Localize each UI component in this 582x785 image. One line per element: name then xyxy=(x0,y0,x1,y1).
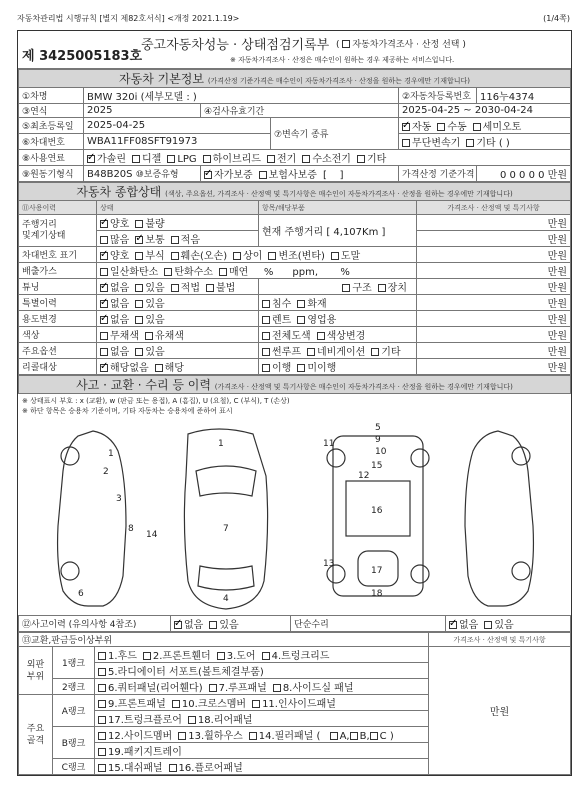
simple-yes-checkbox[interactable] xyxy=(484,621,492,629)
plate-rust-checkbox[interactable] xyxy=(135,252,143,260)
car-top-outline xyxy=(184,429,267,609)
valid-label: ④검사유효기간 xyxy=(201,104,399,118)
trans-semi-checkbox[interactable] xyxy=(473,123,481,131)
odo-value: 현재 주행거리 [ 4,107Km ] xyxy=(259,215,417,247)
tune-yes-checkbox[interactable] xyxy=(135,284,143,292)
part-num-8: 8 xyxy=(128,524,134,534)
part-num-14: 14 xyxy=(146,530,158,540)
valid-value: 2025-04-25 ~ 2030-04-24 xyxy=(399,104,571,118)
gas-opts: 일산화탄소 탄화수소 매연 % ppm, % xyxy=(97,263,417,279)
plate-painted-checkbox[interactable] xyxy=(331,252,339,260)
col-state: 상태 xyxy=(97,201,259,215)
year-label: ③연식 xyxy=(19,104,84,118)
recall-done-checkbox[interactable] xyxy=(262,364,270,372)
exchange-table xyxy=(18,632,571,775)
simple-none-checkbox[interactable] xyxy=(449,621,457,629)
tune-opts: ✓ 없음 있음 적법 불법 xyxy=(97,279,259,295)
accident-summary-table xyxy=(18,615,571,632)
tune-legal-checkbox[interactable] xyxy=(171,284,179,292)
special-yes-checkbox[interactable] xyxy=(135,300,143,308)
odo-price-2: 만원 xyxy=(417,231,571,247)
rank1-label: 1랭크 xyxy=(53,647,95,679)
plate-price: 만원 xyxy=(417,247,571,263)
part-num-16: 16 xyxy=(371,506,383,516)
pillar-a-checkbox[interactable] xyxy=(330,732,338,740)
price-basis-label: 가격산정 기준가격 xyxy=(399,166,477,182)
part-num-10: 10 xyxy=(375,447,387,457)
part-num-18: 18 xyxy=(371,589,383,599)
fuel-gasoline-checkbox[interactable] xyxy=(87,155,95,163)
gas-hc-checkbox[interactable] xyxy=(164,268,172,276)
usage-none-checkbox[interactable] xyxy=(100,316,108,324)
right-front-wheel-icon xyxy=(512,447,530,465)
color-opts-2: 전체도색 색상변경 xyxy=(259,327,417,343)
part-num-12: 12 xyxy=(358,471,370,481)
left-front-wheel-icon xyxy=(61,447,79,465)
rankA-items-2: 17.트렁크플로어 18.리어패널 xyxy=(95,711,429,727)
part-num-15: 15 xyxy=(371,461,383,471)
option-opts-2: 썬루프 네비게이션 기타 xyxy=(259,343,417,359)
part-side-sill-checkbox[interactable] xyxy=(273,684,281,692)
color-label: 색상 xyxy=(19,327,97,343)
car-name-value: BMW 320i (세부모델 : ) xyxy=(84,88,399,104)
part-hood-checkbox[interactable] xyxy=(98,652,106,660)
recall-none-checkbox[interactable] xyxy=(100,364,108,372)
fuel-lpg-checkbox[interactable] xyxy=(167,155,175,163)
col-detail: 항목/해당부품 xyxy=(259,201,417,215)
form-title: 중고자동차성능 · 상태점검기록부 xyxy=(141,38,330,53)
option-other-checkbox[interactable] xyxy=(371,348,379,356)
frame-wheel-rr-icon xyxy=(411,565,429,583)
car-diagram xyxy=(18,416,571,616)
plate-label: 차대번호 표기 xyxy=(19,247,97,263)
part-num-7: 7 xyxy=(223,524,229,534)
year-value: 2025 xyxy=(84,104,201,118)
left-rear-wheel-icon xyxy=(61,562,79,580)
part-num-13: 13 xyxy=(323,559,335,569)
rankA-items: 9.프론트패널 10.크로스멤버 11.인사이드패널 xyxy=(95,695,429,711)
engine-value: B48B20S ⑩보증유형 xyxy=(84,166,201,182)
part-pillar-panel-checkbox[interactable] xyxy=(249,732,257,740)
gas-smoke-checkbox[interactable] xyxy=(219,268,227,276)
part-num-11: 11 xyxy=(323,439,335,449)
exchange-label: ⑬교환,판금등이상부위 xyxy=(19,633,429,647)
legend-text: ※ 상태표시 부호 : x (교환), w (판금 또는 용접), A (흠집), U (요철), C (부식), T (손상) xyxy=(22,397,290,405)
odo-opts-2: 많음✓ 보통 적음 xyxy=(97,231,259,247)
exchange-price-label: 가격조사 · 산정액 및 특기사항 xyxy=(429,633,571,647)
part-num-6: 6 xyxy=(78,589,84,599)
option-navi-checkbox[interactable] xyxy=(307,348,315,356)
price-survey-option[interactable]: ( 자동차가격조사 · 산정 선택 ) xyxy=(336,40,466,50)
warranty-self-checkbox[interactable] xyxy=(204,171,212,179)
part-side-member-checkbox[interactable] xyxy=(98,732,106,740)
recall-opts: ✓ 해당없음 해당 xyxy=(97,359,259,375)
part-num-5: 5 xyxy=(375,423,381,433)
trans-options-2: 무단변속기 기타 ( ) xyxy=(399,134,571,150)
option-opts: 없음 있음 xyxy=(97,343,259,359)
special-price: 만원 xyxy=(417,295,571,311)
special-label: 특별이력 xyxy=(19,295,97,311)
option-none-checkbox[interactable] xyxy=(100,348,108,356)
rankB-label: B랭크 xyxy=(53,727,95,759)
plate-good-checkbox[interactable] xyxy=(100,252,108,260)
gas-co-checkbox[interactable] xyxy=(100,268,108,276)
car-name-label: ①차명 xyxy=(19,88,84,104)
accident-none-checkbox[interactable] xyxy=(174,621,182,629)
rankB-items: 12.사이드멤버 13.휠하우스 14.필러패널 ( A, B, C ) xyxy=(95,727,429,743)
usage-rent-checkbox[interactable] xyxy=(262,316,270,324)
part-roof-panel-checkbox[interactable] xyxy=(209,684,217,692)
odo-bad-checkbox[interactable] xyxy=(135,220,143,228)
fuel-label: ⑧사용연료 xyxy=(19,150,84,166)
car-top-windshield-icon xyxy=(196,466,256,496)
usage-opts: ✓ 없음 있음 xyxy=(97,311,259,327)
trans-auto-checkbox[interactable] xyxy=(402,123,410,131)
trans-label: ⑦변속기 종류 xyxy=(271,118,399,150)
plate-damage-checkbox[interactable] xyxy=(171,252,179,260)
part-radiator-support-checkbox[interactable] xyxy=(98,668,106,676)
price-basis-value: 0 0 0 0 0 만원 xyxy=(477,166,571,182)
vin-label: ⑥차대번호 xyxy=(19,134,84,150)
rankA-label: A랭크 xyxy=(53,695,95,727)
warranty-insurer-checkbox[interactable] xyxy=(259,171,267,179)
usage-business-checkbox[interactable] xyxy=(297,316,305,324)
rankC-label: C랭크 xyxy=(53,759,95,775)
color-opts: 무채색 유채색 xyxy=(97,327,259,343)
part-num-2: 2 xyxy=(103,467,109,477)
plate-opts: ✓ 양호 부식 훼손(오손) 상이 변조(변타) 도말 xyxy=(97,247,417,263)
usage-price: 만원 xyxy=(417,311,571,327)
tune-illegal-checkbox[interactable] xyxy=(206,284,214,292)
pillar-c-checkbox[interactable] xyxy=(370,732,378,740)
special-flood-checkbox[interactable] xyxy=(262,300,270,308)
odo-many-checkbox[interactable] xyxy=(100,236,108,244)
odo-label: 주행거리 및계기상태 xyxy=(19,215,97,247)
part-num-3: 3 xyxy=(116,494,122,504)
tune-device-checkbox[interactable] xyxy=(378,284,386,292)
page-number: (1/4쪽) xyxy=(543,14,570,23)
rankB-items-2: 19.패키지트레이 xyxy=(95,743,429,759)
frame-wheel-fl-icon xyxy=(327,449,345,467)
recall-price: 만원 xyxy=(417,359,571,375)
first-reg-label: ⑤최초등록일 xyxy=(19,118,84,134)
plate-altered-checkbox[interactable] xyxy=(268,252,276,260)
usage-opts-2: 렌트 영업용 xyxy=(259,311,417,327)
price-survey-checkbox[interactable] xyxy=(342,40,350,48)
part-num-9: 9 xyxy=(375,435,381,445)
record-number: 제 3425005183호 xyxy=(22,49,143,64)
part-front-panel-checkbox[interactable] xyxy=(98,700,106,708)
fuel-electric-checkbox[interactable] xyxy=(267,155,275,163)
part-package-tray-checkbox[interactable] xyxy=(98,748,106,756)
accident-heading: 사고 · 교환 · 수리 등 이력 (가격조사 · 산정액 및 특기사항은 매수인이 자동차가격조사 · 산정을 원하는 경우에만 기재합니다) xyxy=(18,375,571,393)
tune-none-checkbox[interactable] xyxy=(100,284,108,292)
accident-yes-checkbox[interactable] xyxy=(209,621,217,629)
recall-notdone-checkbox[interactable] xyxy=(297,364,305,372)
option-price: 만원 xyxy=(417,343,571,359)
form-frame xyxy=(17,30,572,776)
title-block xyxy=(18,31,571,69)
diagram-area xyxy=(18,393,571,615)
part-wheel-house-checkbox[interactable] xyxy=(178,732,186,740)
part-floor-panel-checkbox[interactable] xyxy=(169,764,177,772)
odo-good-checkbox[interactable] xyxy=(100,220,108,228)
part-door-checkbox[interactable] xyxy=(217,652,225,660)
trans-cvt-checkbox[interactable] xyxy=(402,139,410,147)
col-price: 가격조사 · 산정액 및 특기사항 xyxy=(417,201,571,215)
right-rear-wheel-icon xyxy=(512,562,530,580)
tune-price: 만원 xyxy=(417,279,571,295)
fuel-other-checkbox[interactable] xyxy=(357,155,365,163)
usage-label: 용도변경 xyxy=(19,311,97,327)
legend-note: ※ 하단 항목은 승용차 기준이며, 기타 자동차는 승용차에 준하여 표시 xyxy=(22,407,233,415)
fuel-hybrid-checkbox[interactable] xyxy=(203,155,211,163)
tune-structure-checkbox[interactable] xyxy=(342,284,350,292)
color-achromatic-checkbox[interactable] xyxy=(100,332,108,340)
first-reg-value: 2025-04-25 xyxy=(84,118,271,134)
odo-normal-checkbox[interactable] xyxy=(135,236,143,244)
plate-mismatch-checkbox[interactable] xyxy=(233,252,241,260)
special-opts-2: 침수 화재 xyxy=(259,295,417,311)
basic-info-table xyxy=(18,87,571,182)
part-num-4: 4 xyxy=(223,594,229,604)
vin-value: WBA11FF08SFT91973 xyxy=(84,134,271,150)
col-usage: ⑪사용이력 xyxy=(19,201,97,215)
special-opts: ✓ 없음 있음 xyxy=(97,295,259,311)
rank2-items: 6.쿼터패널(리어휀다) 7.루프패널 8.사이드실 패널 xyxy=(95,679,429,695)
color-chromatic-checkbox[interactable] xyxy=(145,332,153,340)
fuel-hydrogen-checkbox[interactable] xyxy=(302,155,310,163)
part-quarter-panel-checkbox[interactable] xyxy=(98,684,106,692)
exchange-price-value: 만원 xyxy=(429,647,571,775)
option-sunroof-checkbox[interactable] xyxy=(262,348,270,356)
main-frame-label: 주요 골격 xyxy=(19,695,53,775)
rank1-items: 1.후드 2.프론트휀더 3.도어 4.트렁크리드 xyxy=(95,647,429,663)
overall-heading: 자동차 종합상태 (색상, 주요옵션, 가격조사 · 산정액 및 특기사항은 매수인이 자동차가격조사 · 산정을 원하는 경우에만 기재합니다) xyxy=(18,182,571,200)
tune-opts-2: 구조 장치 xyxy=(259,279,417,295)
part-num-17: 17 xyxy=(371,566,383,576)
rankC-items: 15.대쉬패널 16.플로어패널 xyxy=(95,759,429,775)
recall-opts-2: 이행 미이행 xyxy=(259,359,417,375)
warranty-options: ✓ 자가보증 보험사보증 [ ] xyxy=(201,166,399,182)
gas-label: 배출가스 xyxy=(19,263,97,279)
frame-wheel-fr-icon xyxy=(411,449,429,467)
overall-table xyxy=(18,200,571,375)
rank1-items-2: 5.라디에이터 서포트(볼트체결부품) xyxy=(95,663,429,679)
trans-manual-checkbox[interactable] xyxy=(437,123,445,131)
fuel-diesel-checkbox[interactable] xyxy=(132,155,140,163)
special-fire-checkbox[interactable] xyxy=(297,300,305,308)
basic-info-heading: 자동차 기본정보 (가격산정 기준가격은 매수인이 자동차가격조사 · 산정을 원하는 경우에만 기재합니다) xyxy=(18,69,571,87)
gas-price: 만원 xyxy=(417,263,571,279)
fuel-options: ✓ 가솔린 디젤 LPG 하이브리드 전기 수소전기 기타 xyxy=(84,150,571,166)
option-yes-checkbox[interactable] xyxy=(135,348,143,356)
part-dash-panel-checkbox[interactable] xyxy=(98,764,106,772)
simple-repair-opts: ✓ 없음 있음 xyxy=(446,616,571,632)
odo-few-checkbox[interactable] xyxy=(171,236,179,244)
part-trunk-lid-checkbox[interactable] xyxy=(262,652,270,660)
color-fullpaint-checkbox[interactable] xyxy=(262,332,270,340)
rank2-label: 2랭크 xyxy=(53,679,95,695)
trans-options-1: ✓자동 수동 세미오토 xyxy=(399,118,571,134)
reg-no-label: ②자동차등록번호 xyxy=(399,88,477,104)
accident-label: ⑫사고이력 (유의사항 4참조) xyxy=(19,616,171,632)
pillar-b-checkbox[interactable] xyxy=(350,732,358,740)
law-reference: 자동차관리법 시행규칙 [별지 제82호서식] <개정 2021.1.19> xyxy=(17,14,240,23)
odo-opts-1: ✓양호 불량 xyxy=(97,215,259,231)
engine-label: ⑨원동기형식 xyxy=(19,166,84,182)
recall-label: 리콜대상 xyxy=(19,359,97,375)
part-num-1: 1 xyxy=(108,449,114,459)
title-note: ※ 자동차가격조사 · 산정은 매수인이 원하는 경우 제공하는 서비스입니다. xyxy=(230,56,455,64)
recall-yes-checkbox[interactable] xyxy=(155,364,163,372)
simple-repair-label: 단순수리 xyxy=(291,616,446,632)
option-label: 주요옵션 xyxy=(19,343,97,359)
part-trunk-floor-checkbox[interactable] xyxy=(98,716,106,724)
trans-other-checkbox[interactable] xyxy=(466,139,474,147)
part-num-1b: 1 xyxy=(218,439,224,449)
usage-yes-checkbox[interactable] xyxy=(135,316,143,324)
outer-label: 외판 부위 xyxy=(19,647,53,695)
part-rear-panel-checkbox[interactable] xyxy=(188,716,196,724)
tune-label: 튜닝 xyxy=(19,279,97,295)
part-inside-panel-checkbox[interactable] xyxy=(252,700,260,708)
part-front-fender-checkbox[interactable] xyxy=(143,652,151,660)
part-cross-member-checkbox[interactable] xyxy=(172,700,180,708)
odo-price-1: 만원 xyxy=(417,215,571,231)
color-price: 만원 xyxy=(417,327,571,343)
accident-opts: ✓ 없음 있음 xyxy=(171,616,291,632)
color-change-checkbox[interactable] xyxy=(317,332,325,340)
special-none-checkbox[interactable] xyxy=(100,300,108,308)
car-top-rear-window-icon xyxy=(198,566,254,590)
reg-no-value: 116누4374 xyxy=(477,88,571,104)
